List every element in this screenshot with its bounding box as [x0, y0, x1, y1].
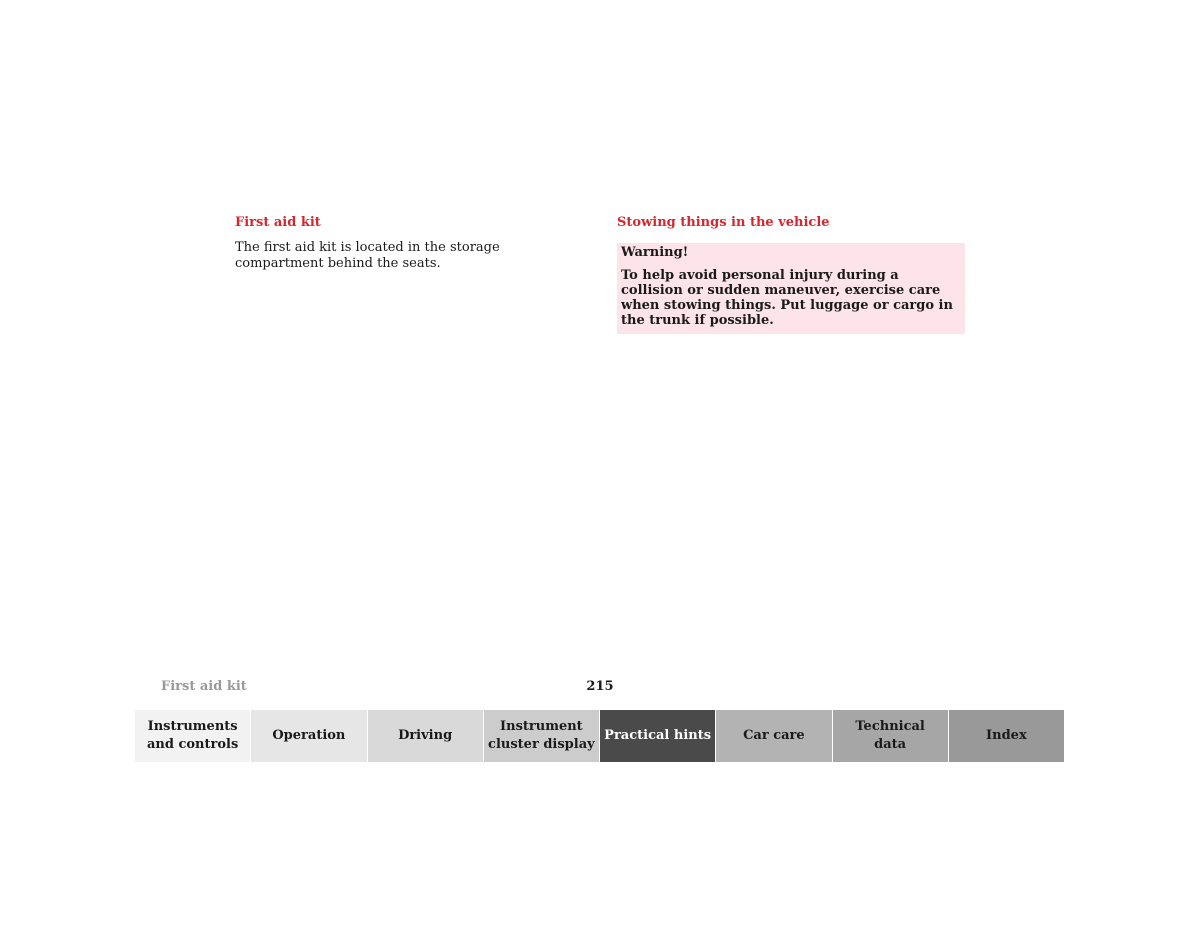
tab-car-care[interactable]: Car care	[716, 710, 832, 762]
first-aid-kit-heading: First aid kit	[235, 215, 321, 230]
warning-box	[617, 243, 965, 334]
tab-practical-hints[interactable]: Practical hints	[600, 710, 716, 762]
warning-text: To help avoid personal injury during a collision or sudden maneuver, exercise care when stowing things. Put luggage or cargo in the trunk if possible.	[621, 268, 953, 328]
stowing-things-heading: Stowing things in the vehicle	[617, 215, 830, 230]
stowing-things-section	[617, 214, 965, 334]
tab-technical-data[interactable]: Technical data	[833, 710, 949, 762]
chapter-nav-bar	[135, 710, 1064, 762]
first-aid-kit-section	[235, 214, 580, 272]
tab-instrument-cluster-display[interactable]: Instrument cluster display	[484, 710, 600, 762]
tab-index[interactable]: Index	[949, 710, 1064, 762]
footer-section-label: First aid kit	[161, 679, 247, 694]
tab-operation[interactable]: Operation	[251, 710, 367, 762]
warning-title: Warning!	[621, 245, 689, 260]
page-number: 215	[586, 679, 614, 694]
tab-driving[interactable]: Driving	[368, 710, 484, 762]
first-aid-kit-text: The first aid kit is located in the storage compartment behind the seats.	[235, 240, 500, 271]
tab-instruments-and-controls[interactable]: Instruments and controls	[135, 710, 251, 762]
